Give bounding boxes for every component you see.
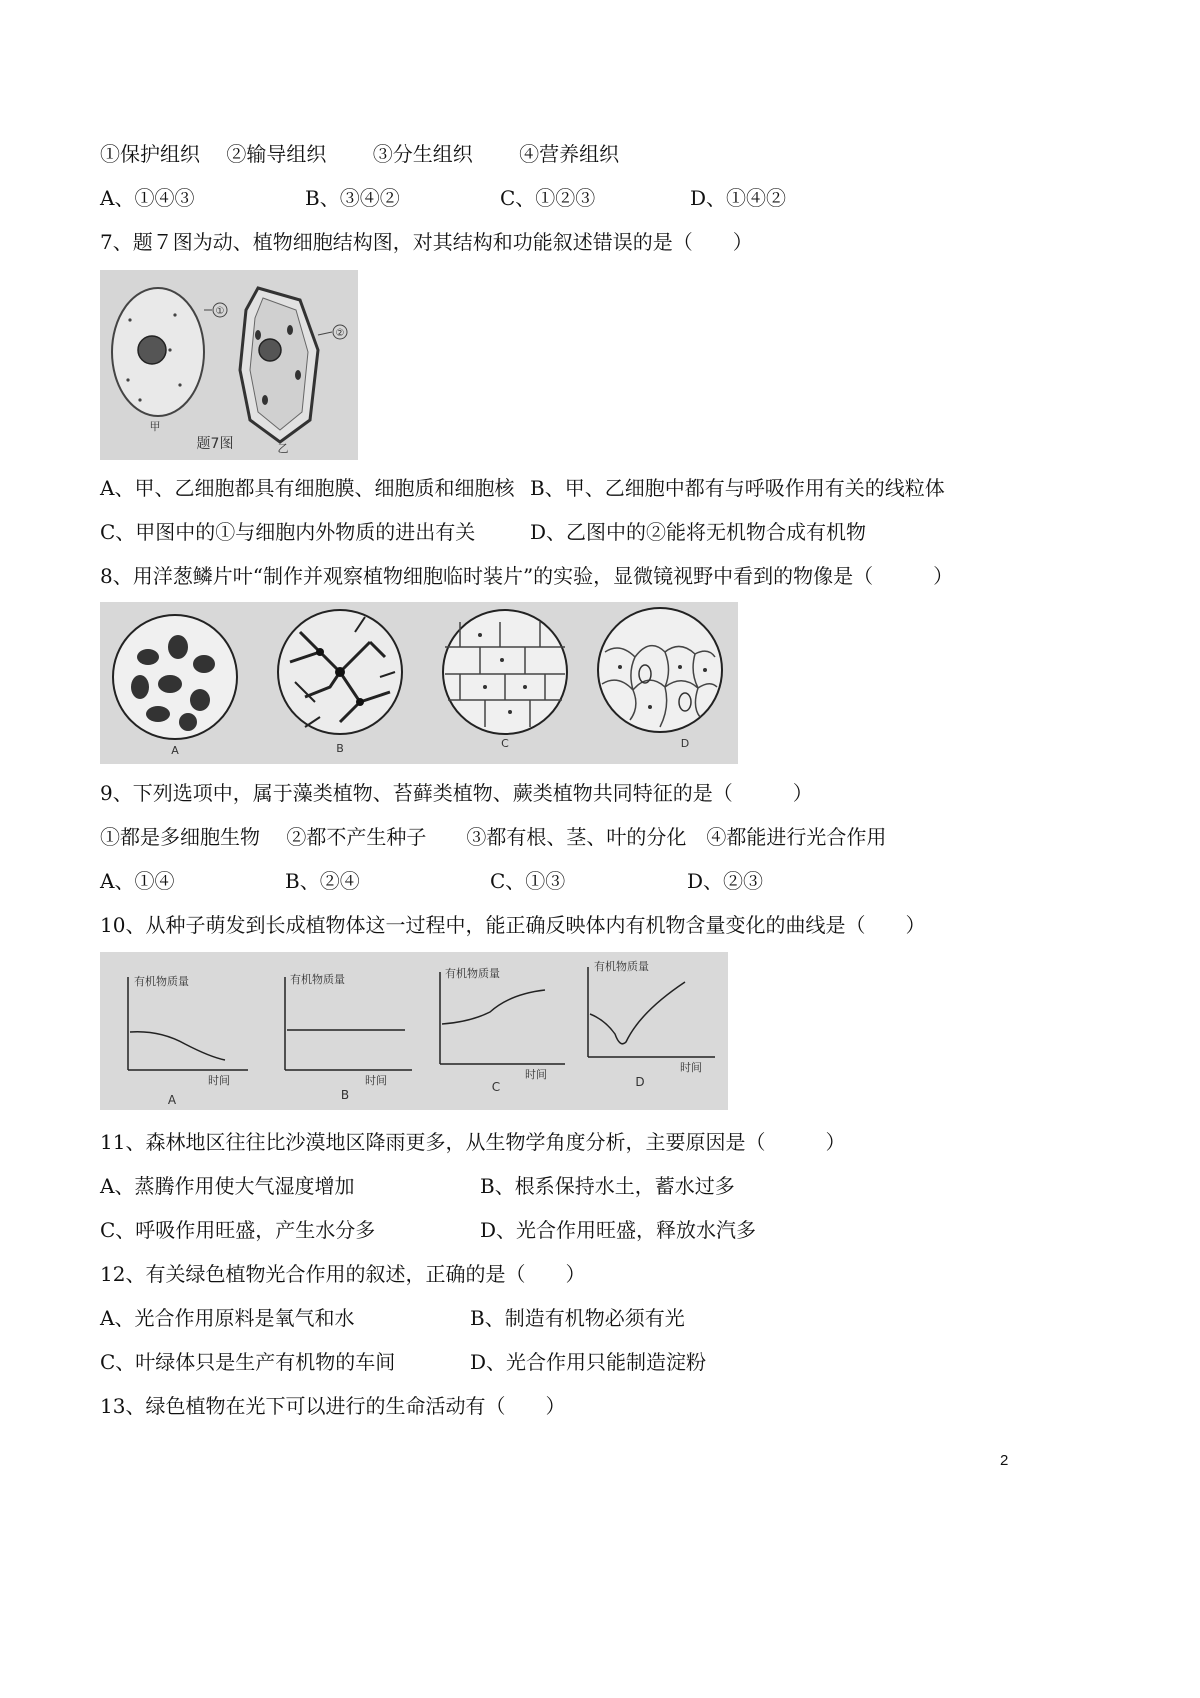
q6-items: ①保护组织 ②输导组织 ③分生组织 ④营养组织 — [100, 142, 620, 166]
q12-stem: 12、有关绿色植物光合作用的叙述，正确的是（ ） — [100, 1262, 586, 1286]
label-b: B — [336, 742, 344, 755]
q7-stem: 7、题７图为动、植物细胞结构图，对其结构和功能叙述错误的是（ ） — [100, 230, 753, 254]
label-a: A — [167, 1093, 177, 1107]
q8-stem: 8、用洋葱鳞片叶“制作并观察植物细胞临时装片”的实验，显微镜视野中看到的物像是（ ） — [100, 564, 954, 588]
q7-figure — [100, 270, 358, 460]
q8-figure — [100, 602, 738, 764]
q11-option-b: B、根系保持水土，蓄水过多 — [480, 1174, 735, 1198]
ylabel-a: 有机物质量 — [134, 975, 189, 988]
ylabel-b: 有机物质量 — [290, 973, 345, 986]
xlabel-a: 时间 — [208, 1074, 230, 1087]
marker-1: ① — [215, 306, 225, 317]
q12-option-a: A、光合作用原料是氧气和水 — [100, 1306, 355, 1330]
q12-option-d: D、光合作用只能制造淀粉 — [470, 1350, 707, 1374]
q12-option-c: C、叶绿体只是生产有机物的车间 — [100, 1350, 396, 1374]
q13-stem: 13、绿色植物在光下可以进行的生命活动有（ ） — [100, 1394, 566, 1418]
q11-option-c: C、呼吸作用旺盛，产生水分多 — [100, 1218, 376, 1242]
cell-structure-diagram — [100, 270, 358, 460]
page-number: 2 — [1000, 1452, 1009, 1469]
organic-matter-curves-diagram — [100, 952, 728, 1110]
q9-option-c: C、①③ — [490, 869, 566, 893]
q6-option-c: C、①②③ — [500, 186, 596, 210]
q9-option-a: A、①④ — [100, 869, 175, 893]
q6-option-d: D、①④② — [690, 186, 787, 210]
label-yi: 乙 — [277, 442, 289, 455]
figure-caption: 题7图 — [196, 436, 234, 452]
q9-items: ①都是多细胞生物 ②都不产生种子 ③都有根、茎、叶的分化 ④都能进行光合作用 — [100, 825, 887, 849]
label-a: A — [171, 744, 179, 757]
ylabel-d: 有机物质量 — [594, 960, 649, 973]
q12-option-b: B、制造有机物必须有光 — [470, 1306, 685, 1330]
xlabel-c: 时间 — [525, 1068, 547, 1081]
label-c: C — [491, 1080, 501, 1094]
q9-option-d: D、②③ — [687, 869, 764, 893]
q11-stem: 11、森林地区往往比沙漠地区降雨更多，从生物学角度分析，主要原因是（ ） — [100, 1130, 846, 1154]
label-d: D — [680, 737, 690, 750]
q11-option-d: D、光合作用旺盛，释放水汽多 — [480, 1218, 757, 1242]
label-jia: 甲 — [149, 420, 161, 433]
q10-figure — [100, 952, 728, 1110]
q7-option-b: B、甲、乙细胞中都有与呼吸作用有关的线粒体 — [530, 476, 945, 500]
q11-option-a: A、蒸腾作用使大气湿度增加 — [100, 1174, 355, 1198]
microscope-views-diagram — [100, 602, 738, 764]
q9-option-b: B、②④ — [285, 869, 360, 893]
ylabel-c: 有机物质量 — [445, 967, 500, 980]
q7-option-a: A、甲、乙细胞都具有细胞膜、细胞质和细胞核 — [100, 476, 515, 500]
q7-option-d: D、乙图中的②能将无机物合成有机物 — [530, 520, 867, 544]
q10-stem: 10、从种子萌发到长成植物体这一过程中，能正确反映体内有机物含量变化的曲线是（ ） — [100, 913, 926, 937]
q7-option-c: C、甲图中的①与细胞内外物质的进出有关 — [100, 520, 476, 544]
label-c: C — [501, 737, 509, 750]
label-b: B — [340, 1088, 350, 1102]
label-d: D — [635, 1075, 645, 1089]
q6-option-a: A、①④③ — [100, 186, 195, 210]
q6-option-b: B、③④② — [305, 186, 400, 210]
q9-stem: 9、下列选项中，属于藻类植物、苔藓类植物、蕨类植物共同特征的是（ ） — [100, 781, 813, 805]
xlabel-b: 时间 — [365, 1074, 387, 1087]
marker-2: ② — [335, 328, 345, 339]
xlabel-d: 时间 — [680, 1061, 702, 1074]
